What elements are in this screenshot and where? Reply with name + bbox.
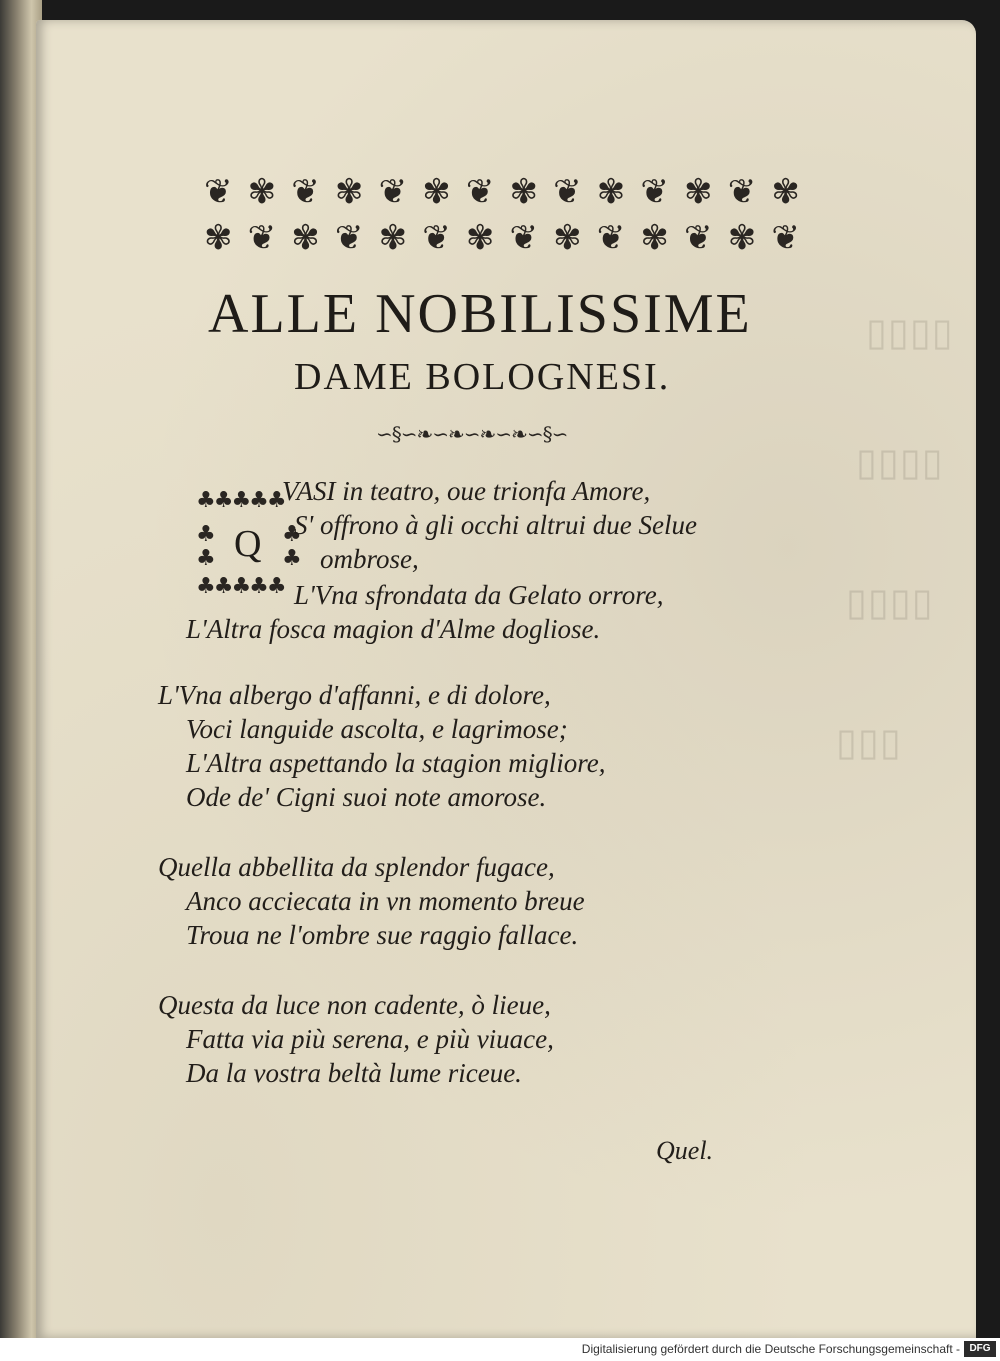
verse-line: Ode de' Cigni suoi note amorose. bbox=[186, 782, 547, 812]
verse-line: Da la vostra beltà lume riceue. bbox=[186, 1058, 522, 1088]
verse-line: L'Vna albergo d'affanni, e di dolore, bbox=[158, 680, 551, 710]
book-page bbox=[36, 20, 976, 1338]
verse-line: L'Vna sfrondata da Gelato orrore, bbox=[294, 580, 664, 610]
drop-cap-ornament: ♣♣♣♣♣ bbox=[196, 488, 285, 513]
verse-line: Quella abbellita da splendor fugace, bbox=[158, 852, 555, 882]
footer-bar bbox=[0, 1338, 1000, 1361]
show-through-marks: ▯▯▯▯ bbox=[846, 580, 934, 624]
drop-cap-letter: Q bbox=[234, 523, 262, 565]
dfg-logo: DFG bbox=[964, 1341, 996, 1357]
drop-cap-ornament: ♣ bbox=[282, 546, 300, 571]
verse-line: L'Altra aspettando la stagion migliore, bbox=[186, 748, 606, 778]
catchword: Quel. bbox=[656, 1136, 714, 1165]
verse-line: Troua ne l'ombre sue raggio fallace. bbox=[186, 920, 579, 950]
drop-cap-ornament: ♣ bbox=[282, 522, 300, 547]
ornament-row-bottom: ✾ ❦ ✾ ❦ ✾ ❦ ✾ ❦ ✾ ❦ ✾ ❦ ✾ ❦ bbox=[204, 218, 798, 258]
verse-line: Questa da luce non cadente, ò lieue, bbox=[158, 990, 551, 1020]
verse-line: Voci languide ascolta, e lagrimose; bbox=[186, 714, 568, 744]
page-title: ALLE NOBILISSIME bbox=[208, 283, 752, 345]
drop-cap-ornament: ♣ bbox=[196, 546, 214, 571]
show-through-marks: ▯▯▯▯ bbox=[856, 440, 944, 484]
verse-line: S' offrono à gli occhi altrui due Selue bbox=[294, 510, 697, 540]
verse-line: VASI in teatro, oue trionfa Amore, bbox=[282, 476, 651, 506]
show-through-marks: ▯▯▯▯ bbox=[866, 310, 954, 354]
drop-cap-ornament: ♣♣♣♣♣ bbox=[196, 574, 285, 599]
headpiece-ornament bbox=[204, 170, 798, 262]
verse-line: L'Altra fosca magion d'Alme dogliose. bbox=[186, 614, 601, 644]
drop-cap-ornament: ♣ bbox=[196, 522, 214, 547]
page-subtitle: DAME BOLOGNESI. bbox=[294, 356, 671, 398]
verse-line: ombrose, bbox=[320, 544, 419, 574]
verse-line: Fatta via più serena, e più viuace, bbox=[186, 1024, 554, 1054]
ornamental-divider: ∽§∽❧∽❧∽❧∽❧∽§∽ bbox=[376, 422, 568, 446]
show-through-marks: ▯▯▯ bbox=[836, 720, 902, 764]
verse-line: Anco acciecata in vn momento breue bbox=[186, 886, 585, 916]
ornament-row-top: ❦ ✾ ❦ ✾ ❦ ✾ ❦ ✾ ❦ ✾ ❦ ✾ ❦ ✾ bbox=[204, 172, 798, 212]
funding-note: Digitalisierung gefördert durch die Deutsche Forschungsgemeinschaft - bbox=[581, 1342, 960, 1356]
